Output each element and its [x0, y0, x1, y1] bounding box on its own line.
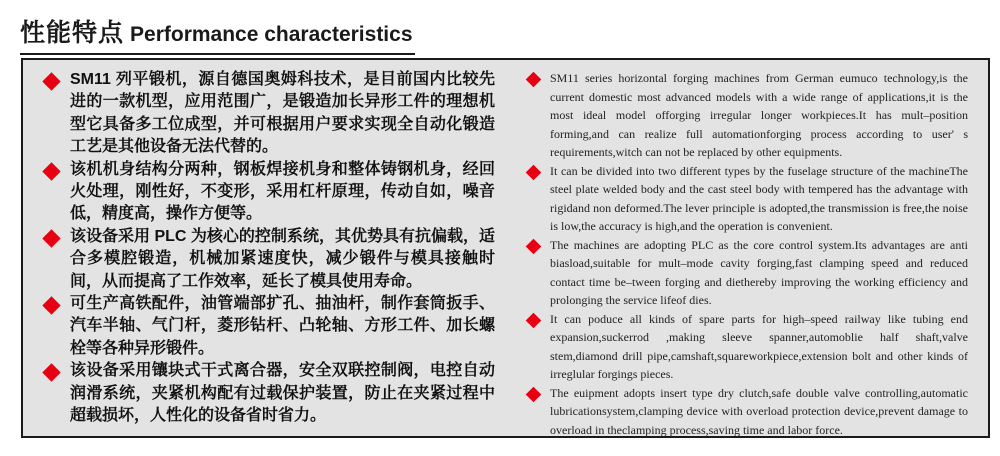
feature-text-cn: SM11 列平锻机，源自德国奥姆科技术，是目前国内比较先进的一款机型，应用范围广，是锻造加长异形工件的理想机型它具备多工位成型，并可根据用户要求实现全自动化锻造工艺是其他设备无法代替的。	[70, 71, 495, 156]
page-title-en: Performance characteristics	[130, 23, 413, 46]
feature-text-en: SM11 series horizontal forging machines from German eumuco technology,is the current domestic most advanced models with a wide range of applications,it is the most ideal model offorging irregular longer workpieces.It has mult–position forming,and can realize full automationforging process according to user' s requirements,witch can not be replaced by other equipments.	[550, 71, 968, 159]
diamond-bullet-icon	[526, 164, 542, 180]
diamond-bullet-icon	[526, 238, 542, 254]
feature-item-en-5	[526, 384, 968, 440]
feature-text-en: The euipment adopts insert type dry clutch,safe double valve controlling,automatic lubricationsystem,clamping device with overload protection device,prevent damage to overload in theclamping process,saving time and labor force.	[550, 385, 968, 437]
feature-text-en: It can be divided into two different types by the fuselage structure of the machineThe steel plate welded body and the cast steel body with tempered has the advantage with rigidand non deformed.The lever principle is adopted,the transmission is free,the noise is low,the accuracy is high,and the operation is convenient.	[550, 163, 968, 233]
feature-item-en-2	[526, 162, 968, 236]
diamond-bullet-icon	[42, 72, 60, 90]
page-title-cn: 性能特点	[20, 19, 125, 47]
english-column	[526, 69, 968, 437]
feature-item-en-3	[526, 236, 968, 310]
diamond-bullet-icon	[42, 364, 60, 382]
diamond-bullet-icon	[526, 72, 542, 88]
feature-item-cn-1	[43, 69, 495, 159]
diamond-bullet-icon	[526, 386, 542, 402]
feature-text-en: It can poduce all kinds of spare parts for high–speed railway like tubing end expansion,suckerrod ,making sleeve spanner,automoblie half shaft,valve stem,diamond drill pipe,camshaft,squareworkpiece,extension bolt and other kinds of irreglular forgings pieces.	[550, 311, 968, 381]
feature-text-cn: 该机机身结构分两种，钢板焊接机身和整体铸钢机身，经回火处理，刚性好，不变形，采用杠杆原理，传动自如，噪音低，精度高，操作方便等。	[70, 160, 495, 223]
feature-text-en: The machines are adopting PLC as the core control system.Its advantages are anti biasload,suitable for mult–mode cavity forging,fast clamping speed and reduced contact time be–tween forging and diethereby improving the working efficiency and prolonging the service lifeof dies.	[550, 237, 968, 307]
diamond-bullet-icon	[526, 312, 542, 328]
feature-text-cn: 该设备采用 PLC 为核心的控制系统，其优势具有抗偏载，适合多模腔锻造，机械加紧速度快，减少锻件与模具接触时间，从而提高了工作效率，延长了模具使用寿命。	[70, 227, 495, 290]
feature-item-cn-5	[43, 360, 495, 427]
diamond-bullet-icon	[42, 162, 60, 180]
chinese-column	[43, 69, 495, 430]
feature-text-cn: 该设备采用镶块式干式离合器，安全双联控制阀，电控自动润滑系统，夹紧机构配有过载保护装置，防止在夹紧过程中超载损坏，人性化的设备省时省力。	[70, 362, 495, 425]
page-header	[20, 12, 415, 55]
feature-item-cn-2	[43, 159, 495, 226]
performance-characteristics-panel	[21, 58, 990, 438]
page-title	[20, 12, 415, 55]
feature-item-en-4	[526, 310, 968, 384]
diamond-bullet-icon	[42, 296, 60, 314]
diamond-bullet-icon	[42, 229, 60, 247]
feature-item-cn-3	[43, 226, 495, 293]
feature-text-cn: 可生产高铁配件，油管端部扩孔、抽油杆，制作套筒扳手、汽车半轴、气门杆，菱形钻杆、凸轮轴、方形工件、加长螺栓等各种异形锻件。	[70, 295, 495, 357]
feature-item-cn-4	[43, 293, 495, 360]
feature-item-en-1	[526, 69, 968, 162]
